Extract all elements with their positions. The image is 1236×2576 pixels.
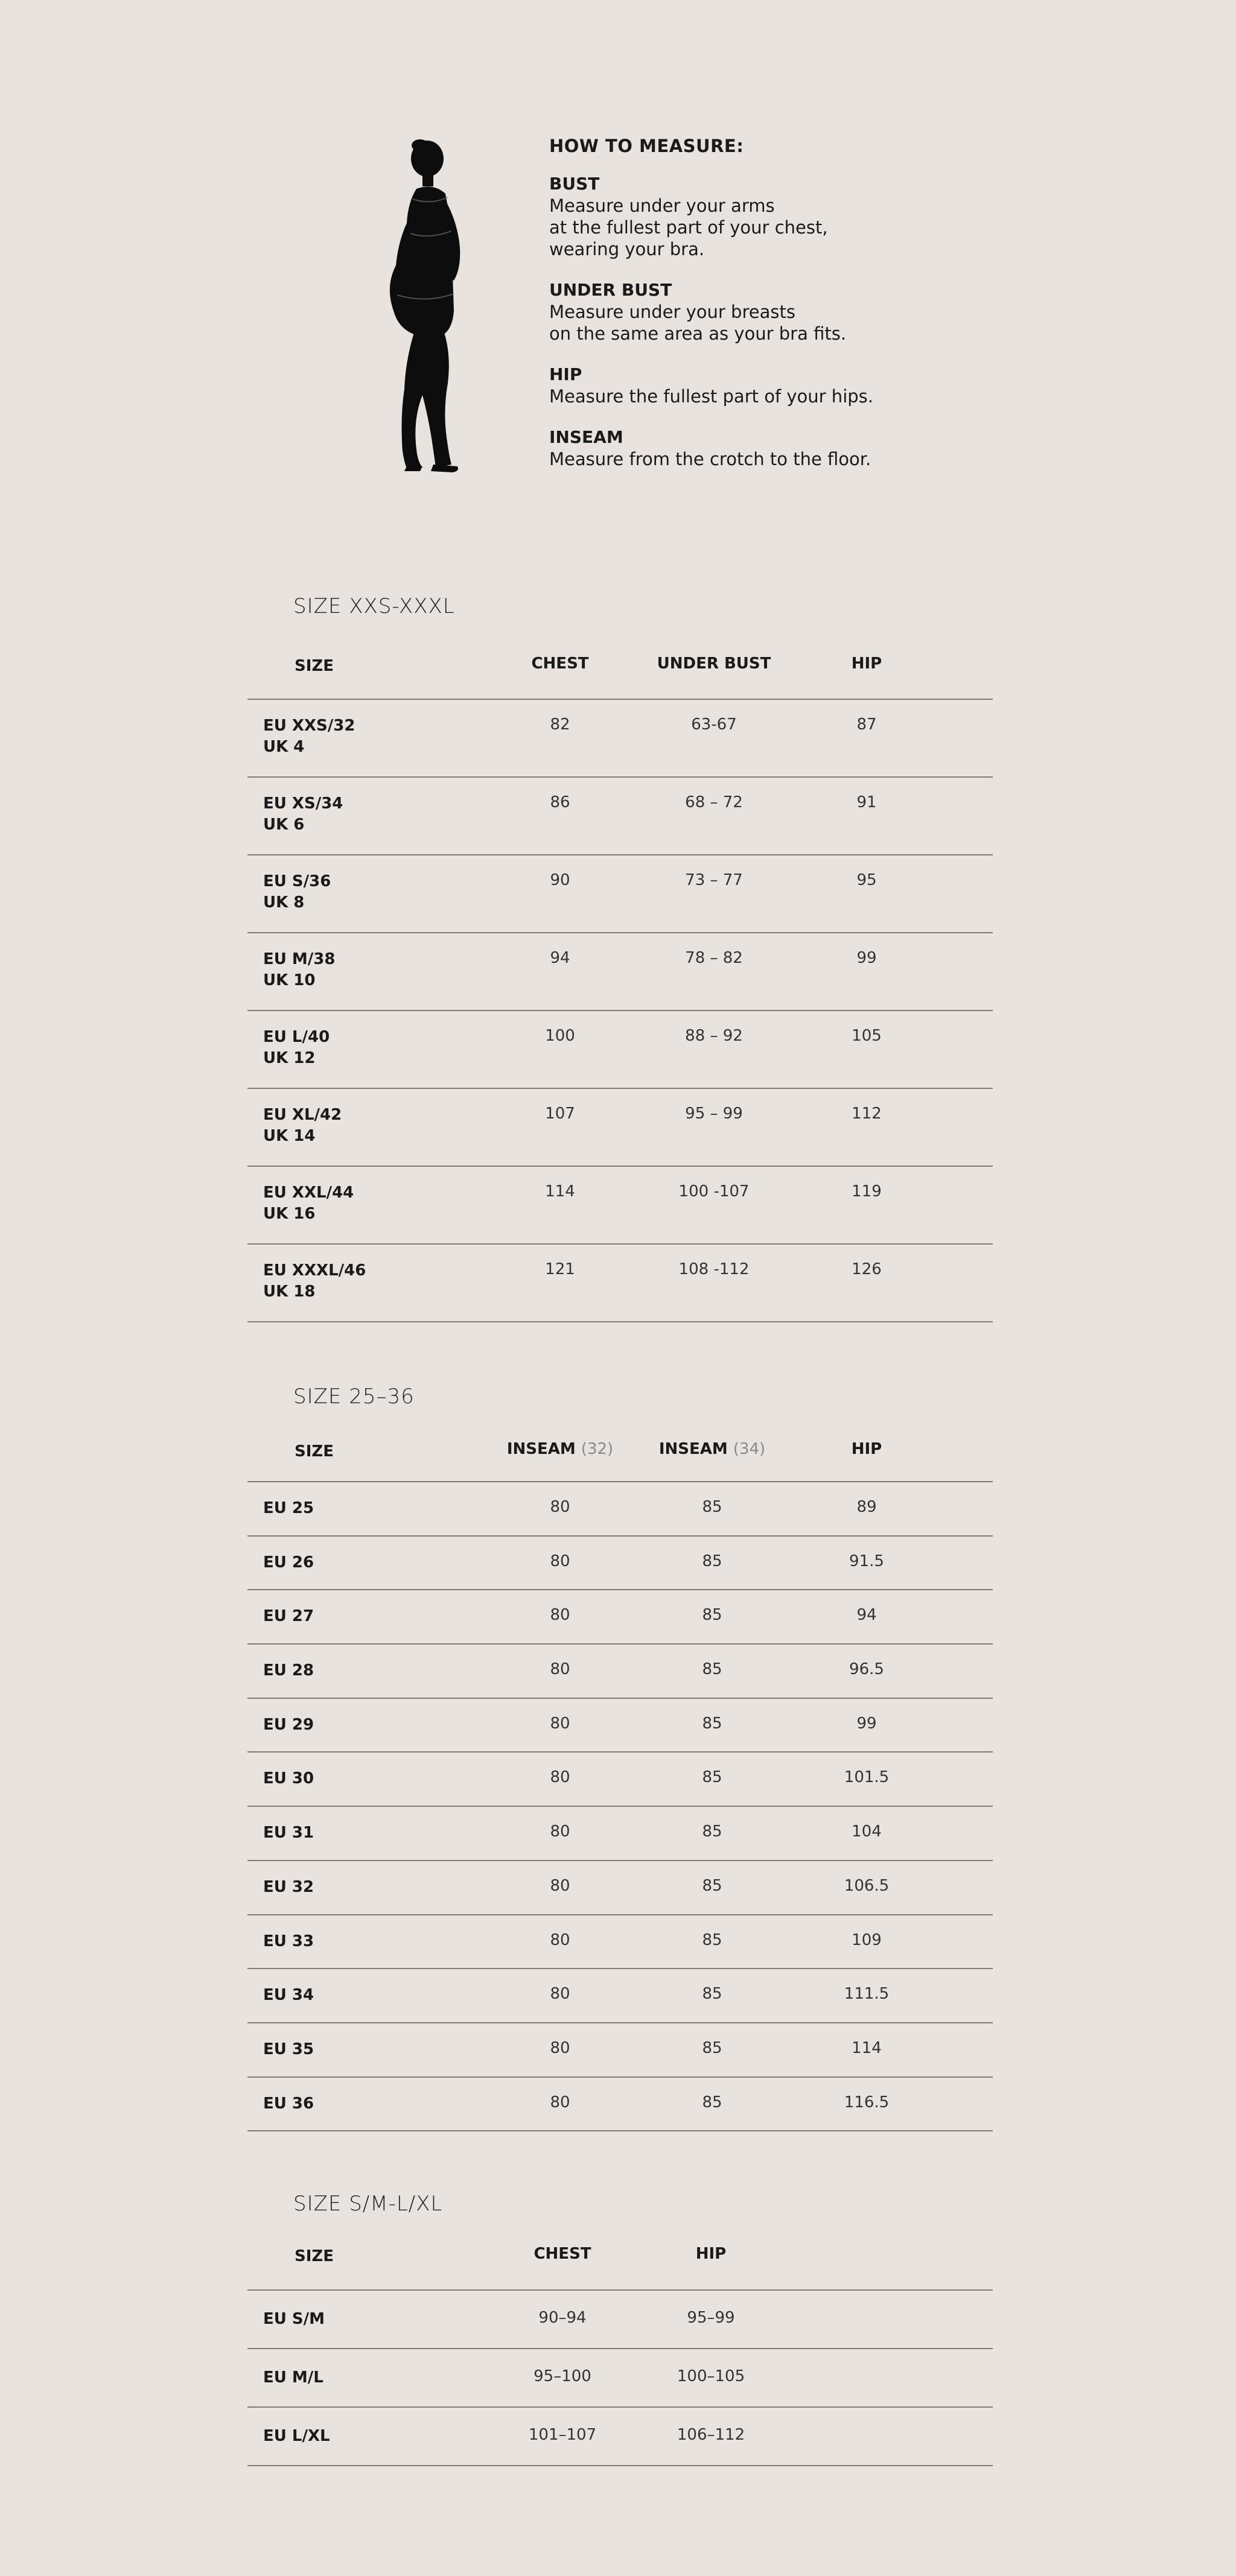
inseam-34-value: 85: [702, 1768, 722, 1787]
under-bust-value: 108 -112: [678, 1260, 750, 1278]
inseam-34-value: 85: [702, 1985, 722, 2003]
chest-value: 86: [550, 793, 570, 811]
measure-item-hip: [549, 364, 972, 407]
table-row: [247, 1643, 993, 1698]
inseam-32-value: 80: [550, 1498, 570, 1516]
table-body: [247, 699, 993, 1322]
table-header: [247, 655, 993, 679]
size-label: EU 30: [263, 1769, 314, 1788]
chest-value: 107: [545, 1105, 575, 1123]
chest-value: 90: [550, 871, 570, 889]
inseam-32-value: 80: [550, 1768, 570, 1787]
table-row: [247, 2022, 993, 2076]
inseam-34-value: 85: [702, 2038, 722, 2057]
measure-term: INSEAM: [549, 427, 623, 447]
inseam-34-value: 85: [702, 1714, 722, 1733]
table-row: [247, 1166, 993, 1243]
hip-value: 87: [856, 715, 877, 734]
size-label: EU L/XL: [263, 2427, 330, 2445]
table-row: [247, 1914, 993, 1968]
measure-term: UNDER BUST: [549, 280, 672, 300]
size-label: EU S/36 UK 8: [263, 872, 331, 912]
measure-desc: Measure the fullest part of your hips.: [549, 386, 873, 407]
chest-value: 121: [545, 1260, 575, 1278]
chest-value: 114: [545, 1182, 575, 1201]
header-inseam-note: (32): [581, 1440, 614, 1458]
inseam-34-value: 85: [702, 1498, 722, 1516]
under-bust-value: 63-67: [691, 715, 737, 734]
header-hip: HIP: [851, 655, 882, 673]
hip-value: 89: [856, 1498, 877, 1516]
hip-value: 95–99: [687, 2309, 735, 2327]
inseam-34-value: 85: [702, 1823, 722, 1841]
table-row: [247, 776, 993, 854]
hip-value: 114: [852, 2038, 882, 2057]
under-bust-value: 73 – 77: [685, 871, 743, 889]
table-header: [247, 2245, 993, 2269]
table-row: [247, 1698, 993, 1752]
table-row: [247, 1243, 993, 1322]
header-hip: HIP: [695, 2245, 727, 2263]
inseam-32-value: 80: [550, 2093, 570, 2111]
hip-value: 116.5: [844, 2093, 890, 2111]
under-bust-value: 68 – 72: [685, 793, 743, 811]
hip-value: 91.5: [849, 1552, 884, 1570]
hip-value: 99: [856, 1714, 877, 1733]
under-bust-value: 100 -107: [678, 1182, 750, 1201]
hip-value: 100–105: [677, 2367, 745, 2385]
size-label: EU 35: [263, 2040, 314, 2058]
under-bust-value: 95 – 99: [685, 1105, 743, 1123]
how-to-measure-title: HOW TO MEASURE:: [549, 136, 744, 156]
inseam-34-value: 85: [702, 1606, 722, 1625]
table-row: [247, 1589, 993, 1643]
measure-desc: Measure under your breasts on the same area as your bra fits.: [549, 302, 847, 344]
how-to-measure: [549, 136, 972, 489]
table-header: [247, 1440, 993, 1464]
size-label: EU XXXL/46 UK 18: [263, 1261, 366, 1301]
size-label: EU XS/34 UK 6: [263, 795, 343, 834]
hip-value: 109: [852, 1930, 882, 1949]
table-row: [247, 1535, 993, 1590]
header-size: SIZE: [295, 1442, 334, 1461]
size-label: EU 25: [263, 1499, 314, 1517]
hip-value: 96.5: [849, 1660, 884, 1679]
hip-value: 106.5: [844, 1876, 890, 1895]
chest-value: 100: [545, 1027, 575, 1045]
hip-value: 94: [856, 1606, 877, 1625]
header-inseam-note: (34): [733, 1440, 766, 1458]
inseam-32-value: 80: [550, 1660, 570, 1679]
size-label: EU 26: [263, 1553, 314, 1572]
chest-value: 94: [550, 949, 570, 967]
header-under-bust: UNDER BUST: [657, 655, 771, 673]
hip-value: 105: [852, 1027, 882, 1045]
table-row: [247, 1088, 993, 1166]
inseam-32-value: 80: [550, 2038, 570, 2057]
inseam-34-value: 85: [702, 2093, 722, 2111]
header-size: SIZE: [295, 657, 334, 675]
size-label: EU XL/42 UK 14: [263, 1106, 342, 1145]
measure-term: BUST: [549, 174, 600, 194]
under-bust-value: 78 – 82: [685, 949, 743, 967]
table-row: [247, 854, 993, 932]
chest-value: 82: [550, 715, 570, 734]
table-row: [247, 2076, 993, 2132]
size-label: EU M/L: [263, 2368, 323, 2387]
inseam-34-value: 85: [702, 1876, 722, 1895]
size-label: EU 31: [263, 1824, 314, 1842]
inseam-32-value: 80: [550, 1714, 570, 1733]
size-label: EU S/M: [263, 2310, 325, 2328]
inseam-34-value: 85: [702, 1552, 722, 1570]
size-label: EU 36: [263, 2094, 314, 2113]
pregnant-silhouette-illustration: [380, 136, 483, 474]
inseam-34-value: 85: [702, 1930, 722, 1949]
hip-value: 111.5: [844, 1985, 890, 2003]
inseam-32-value: 80: [550, 1552, 570, 1570]
table-row: [247, 1806, 993, 1860]
table-row: [247, 1481, 993, 1535]
size-label: EU 28: [263, 1661, 314, 1680]
table-body: [247, 2289, 993, 2466]
hip-value: 91: [856, 793, 877, 811]
size-label: EU 29: [263, 1715, 314, 1734]
header-inseam-label: INSEAM: [658, 1440, 728, 1458]
hip-value: 106–112: [677, 2426, 745, 2444]
size-label: EU 32: [263, 1877, 314, 1896]
measure-desc: Measure under your arms at the fullest part of your chest, wearing your bra.: [549, 195, 828, 259]
header-inseam-34: [659, 1440, 765, 1458]
under-bust-value: 88 – 92: [685, 1027, 743, 1045]
hip-value: 104: [852, 1823, 882, 1841]
header-hip: HIP: [851, 1440, 882, 1458]
table-row: [247, 2289, 993, 2348]
table-row: [247, 1968, 993, 2022]
inseam-32-value: 80: [550, 1823, 570, 1841]
table-row: [247, 699, 993, 776]
hip-value: 119: [852, 1182, 882, 1201]
table-row: [247, 1751, 993, 1806]
table-row: [247, 1860, 993, 1914]
size-label: EU XXL/44 UK 16: [263, 1184, 354, 1223]
section-title: SIZE S/M-L/XL: [293, 2192, 443, 2216]
table-row: [247, 2348, 993, 2406]
table-body: [247, 1481, 993, 2131]
header-inseam-32: [507, 1440, 613, 1458]
size-label: EU 27: [263, 1607, 314, 1626]
hip-value: 99: [856, 949, 877, 967]
inseam-32-value: 80: [550, 1876, 570, 1895]
header-chest: CHEST: [531, 655, 589, 673]
table-row: [247, 1010, 993, 1088]
inseam-34-value: 85: [702, 1660, 722, 1679]
hip-value: 112: [852, 1105, 882, 1123]
size-label: EU 34: [263, 1986, 314, 2005]
chest-value: 90–94: [538, 2309, 587, 2327]
size-label: EU L/40 UK 12: [263, 1028, 330, 1067]
section-title: SIZE 25–36: [293, 1385, 415, 1409]
table-row: [247, 932, 993, 1010]
measure-desc: Measure from the crotch to the floor.: [549, 449, 871, 469]
inseam-32-value: 80: [550, 1606, 570, 1625]
measure-item-under-bust: [549, 279, 972, 344]
size-label: EU 33: [263, 1932, 314, 1950]
size-label: EU M/38 UK 10: [263, 950, 336, 989]
header-chest: CHEST: [534, 2245, 591, 2263]
measure-term: HIP: [549, 364, 582, 384]
hip-value: 126: [852, 1260, 882, 1278]
hip-value: 101.5: [844, 1768, 890, 1787]
size-label: EU XXS/32 UK 4: [263, 717, 355, 756]
section-title: SIZE XXS-XXXL: [293, 594, 455, 618]
measure-item-bust: [549, 173, 972, 260]
chest-value: 101–107: [528, 2426, 597, 2444]
header-inseam-label: INSEAM: [506, 1440, 576, 1458]
inseam-32-value: 80: [550, 1985, 570, 2003]
measure-item-inseam: [549, 427, 972, 470]
hip-value: 95: [856, 871, 877, 889]
table-row: [247, 2406, 993, 2466]
inseam-32-value: 80: [550, 1930, 570, 1949]
header-size: SIZE: [295, 2247, 334, 2265]
chest-value: 95–100: [534, 2367, 591, 2385]
